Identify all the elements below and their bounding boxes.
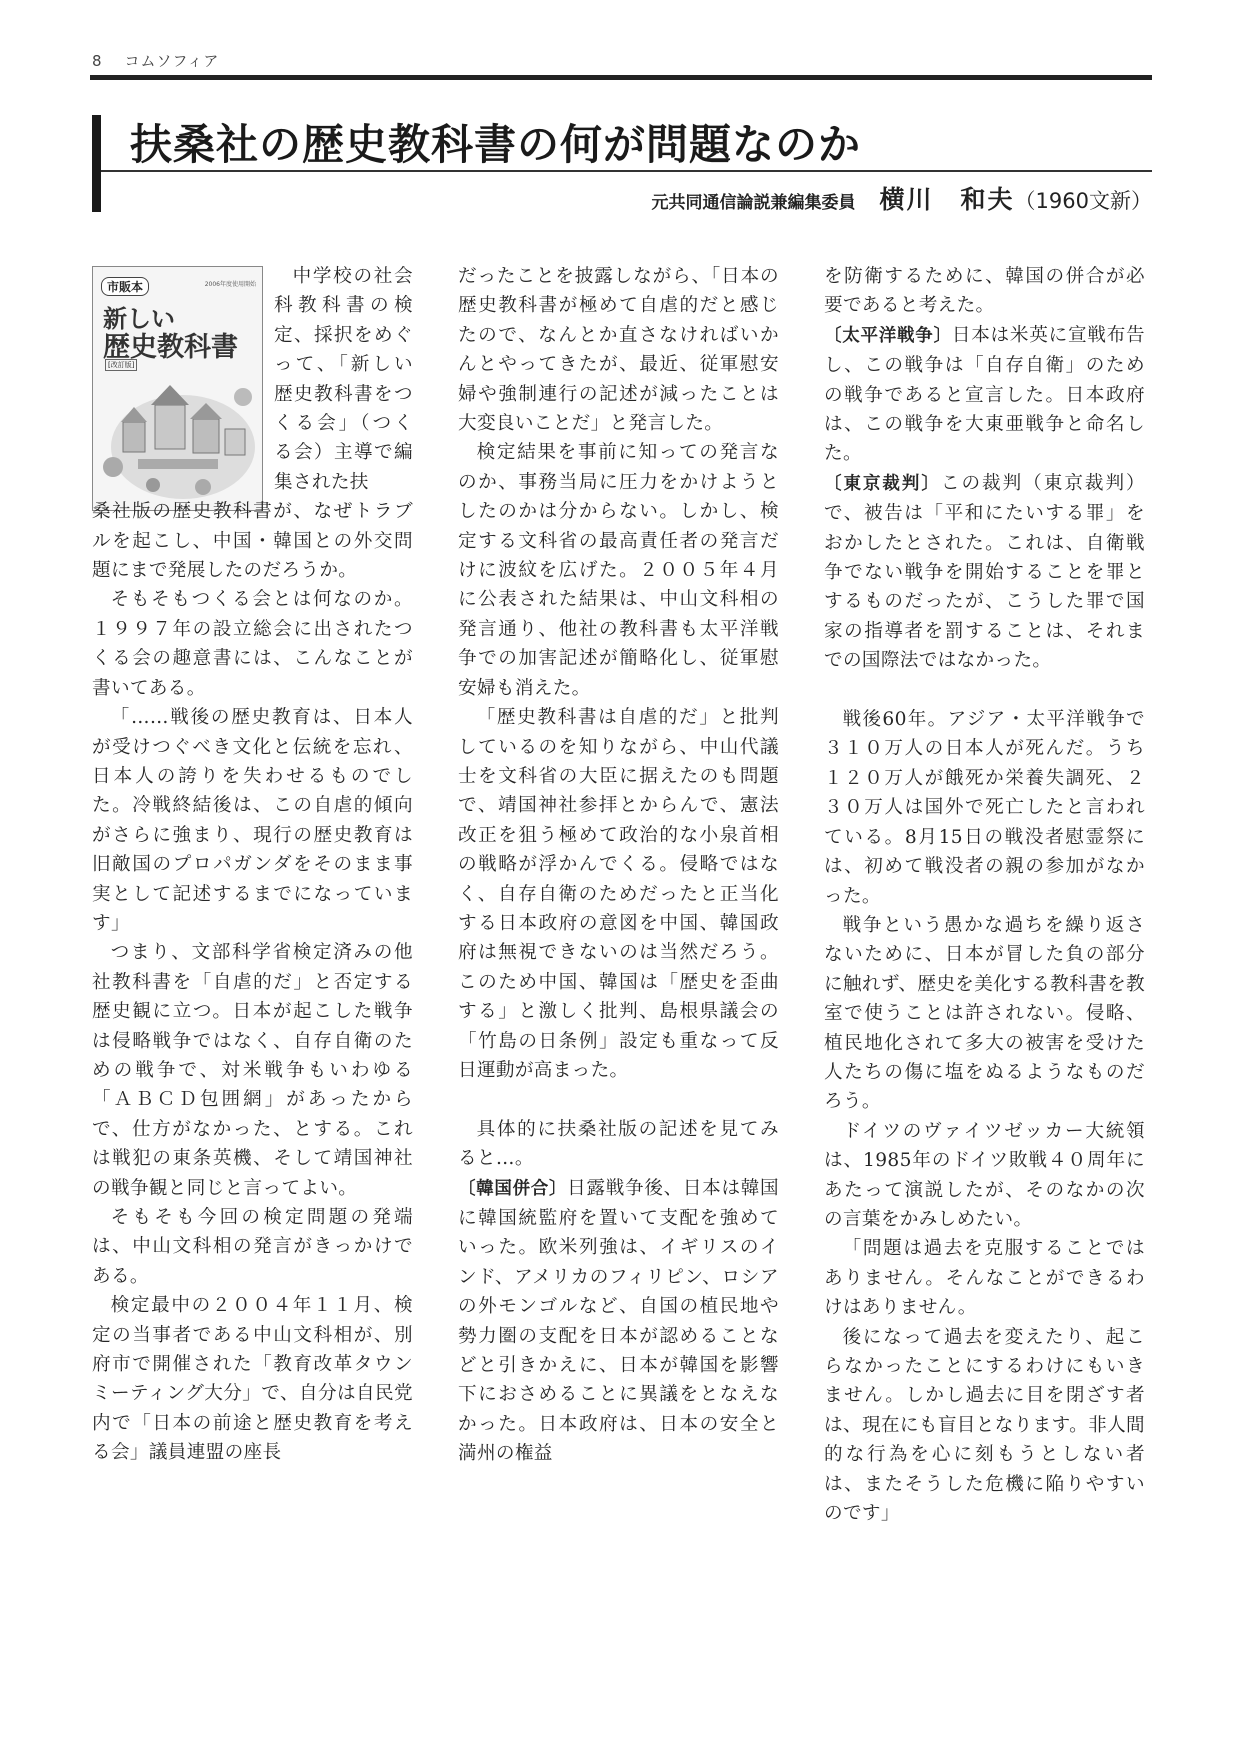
byline <box>652 180 1152 216</box>
paragraph: 戦後60年。アジア・太平洋戦争で３１０万人の日本人が死んだ。うち１２０万人が餓死か栄養失調死、２３０万人は国外で死亡したと言われている。8月15日の戦没者慰霊祭には、初めて戦没者の親の参加がなかった。 <box>824 709 1145 907</box>
section-heading: 〔韓国併合〕 <box>458 1178 568 1199</box>
paragraph <box>824 321 1145 469</box>
paragraph: 具体的に扶桑社版の記述を見てみると…。 <box>458 1118 779 1170</box>
paragraph: そもそもつくる会とは何なのか。１９９７年の設立総会に出されたつくる会の趣意書には、こんなことが書いてある。 <box>92 589 413 699</box>
paragraph <box>92 262 413 497</box>
title-rule <box>101 170 1152 172</box>
paragraph-text: この裁判（東京裁判）で、被告は「平和にたいする罪」をおかしたとされた。これは、自衛戦争でない戦争を開始することを罪とするものだったが、こうした罪で国家の指導者を罰することは、それまでの国際法ではなかった。 <box>824 472 1145 672</box>
top-rule <box>90 75 1152 80</box>
book-title-line1: 新しい <box>103 305 175 333</box>
paragraph: 「……戦後の歴史教育は、日本人が受けつぐべき文化と伝統を忘れ、日本人の誇りを失わせるものでした。冷戦終結後は、この自虐的傾向がさらに強まり、現行の歴史教育は旧敵国のプロパガンダをそのまま事実として記述するまでになっています」 <box>92 707 413 934</box>
book-badge: 市販本 <box>101 277 149 296</box>
article-title: 扶桑社の歴史教科書の何が問題なのか <box>130 120 862 169</box>
paragraph: 「問題は過去を克服することではありません。そんなことができるわけはありません。 <box>824 1238 1145 1319</box>
paragraph-wrap-text: 中学校の社会科教科書の検定、採択をめぐって、「新しい歴史教科書をつくる会」（つくる会）主導で編集された扶 <box>274 266 413 493</box>
book-edition: [改訂版] <box>105 359 137 371</box>
paragraph <box>824 469 1145 676</box>
paragraph: 戦争という愚かな過ちを繰り返さないために、日本が冒した負の部分に触れず、歴史を美化する教科書を教室で使うことは許されない。侵略、植民地化されて多大の被害を受けた人たちの傷に塩をぬるようなものだろう。 <box>824 914 1145 1113</box>
book-year: 2006年度使用開始 <box>204 281 256 288</box>
page-number: 8 <box>92 52 103 70</box>
paragraph: を防衛するために、韓国の併合が必要であると考えた。 <box>824 266 1145 317</box>
paragraph-text: 日露戦争後、日本は韓国に韓国統監府を置いて支配を強めていった。欧米列強は、イギリスのインド、アメリカのフィリピン、ロシアの外モンゴルなど、自国の植民地や勢力圏の支配を日本が認めることなどと引きかえに、日本が韓国を影響下におさめることに異議をとなえなかった。日本政府は、日本の安全と満州の権益 <box>458 1177 779 1465</box>
book-title-line2: 歴史教科書 <box>103 332 238 363</box>
paragraph: つまり、文部科学省検定済みの他社教科書を「自虐的だ」と否定する歴史観に立つ。日本が起こした戦争は侵略戦争ではなく、自存自衛のための戦争で、対米戦争もいわゆる「ＡＢＣＤ包囲網」があったからで、仕方がなかった、とする。これは戦犯の東条英機、そして靖国神社の戦争観と同じと言ってよい。 <box>92 942 413 1199</box>
column-1 <box>92 262 413 1468</box>
column-3 <box>824 262 1145 1528</box>
section-heading: 〔東京裁判〕 <box>824 473 941 494</box>
paragraph: 「歴史教科書は自虐的だ」と批判しているのを知りながら、中山代議士を文科省の大臣に据えたのも問題で、靖国神社参拝とからんで、憲法改正を狙う極めて政治的な小泉首相の戦略が浮かんでくる。侵略ではなく、自存自衛のためだったと正当化する日本政府の意図を中国、韓国政府は無視できないのは当然だろう。このため中国、韓国は「歴史を歪曲する」と激しく批判、島根県議会の「竹島の日条例」設定も重なって反日運動が高まった。 <box>458 707 779 1081</box>
paragraph: だったことを披露しながら、「日本の歴史教科書が極めて自虐的だと感じたので、なんとか直さなければいかんとやってきたが、最近、従軍慰安婦や強制連行の記述が減ったことは大変良いことだ」と発言した。 <box>458 266 779 435</box>
section-heading: 〔太平洋戦争〕 <box>824 325 952 346</box>
column-2 <box>458 262 779 1469</box>
paragraph: 検定最中の２００４年１１月、検定の当事者である中山文科相が、別府市で開催された「教育改革タウンミーティング大分」で、自分は自民党内で「日本の前途と歴史教育を考える会」議員連盟の座長 <box>92 1295 413 1464</box>
paragraph: 桑社版の歴史教科書が、なぜトラブルを起こし、中国・韓国との外交問題にまで発展したのだろうか。 <box>92 501 413 582</box>
author-class: （1960文新） <box>1014 189 1152 213</box>
paragraph: 検定結果を事前に知っての発言なのか、事務当局に圧力をかけようとしたのかは分からない。しかし、検定する文科省の最高責任者の発言だけに波紋を広げた。２００５年４月に公表された結果は、中山文科相の発言通り、他社の教科書も太平洋戦争での加害記述が簡略化し、従軍慰安婦も消えた。 <box>458 442 779 699</box>
paragraph: ドイツのヴァイツゼッカー大統領は、1985年のドイツ敗戦４０周年にあたって演説したが、そのなかの次の言葉をかみしめたい。 <box>824 1120 1145 1230</box>
paragraph <box>458 1174 779 1469</box>
author-name: 横川 和夫 <box>879 185 1015 214</box>
paragraph: 後になって過去を変えたり、起こらなかったことにするわけにもいきません。しかし過去に目を閉ざす者は、現在にも盲目となります。非人間的な行為を心に刻もうとしない者は、またそうした危機に陥りやすいのです」 <box>824 1326 1145 1525</box>
paragraph-text: 日本は米英に宣戦布告し、この戦争は「自存自衛」のための戦争であると宣言した。日本政府は、この戦争を大東亜戦争と命名した。 <box>824 324 1145 465</box>
running-head <box>92 50 219 71</box>
author-affiliation: 元共同通信論説兼編集委員 <box>651 193 856 213</box>
title-accent-bar <box>92 115 101 212</box>
magazine-name: コムソフィア <box>124 52 220 70</box>
paragraph: そもそも今回の検定問題の発端は、中山文科相の発言がきっかけである。 <box>92 1207 413 1287</box>
